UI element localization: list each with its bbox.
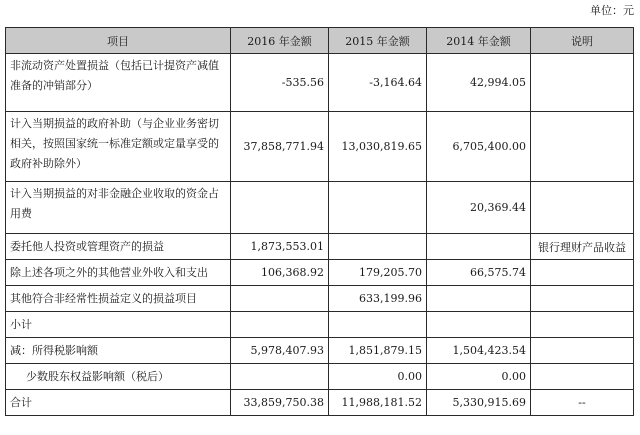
table-row — [6, 364, 634, 390]
row-note — [531, 286, 634, 312]
table-row — [6, 312, 634, 338]
table-row — [6, 234, 634, 260]
header-2016: 2016 年金额 — [231, 28, 329, 54]
row-note — [531, 364, 634, 390]
row-2014: 42,994.05 — [427, 54, 531, 112]
row-2016: 37,858,771.94 — [231, 112, 329, 182]
row-2015 — [329, 312, 427, 338]
header-2015: 2015 年金额 — [329, 28, 427, 54]
row-note — [531, 338, 634, 364]
row-2014: 66,575.74 — [427, 260, 531, 286]
row-2015: -3,164.64 — [329, 54, 427, 112]
row-2016: -535.56 — [231, 54, 329, 112]
non-recurring-gains-table — [5, 27, 634, 416]
row-item: 减：所得税影响额 — [6, 338, 231, 364]
header-2014: 2014 年金额 — [427, 28, 531, 54]
row-item: 除上述各项之外的其他营业外收入和支出 — [6, 260, 231, 286]
row-item: 计入当期损益的政府补助（与企业业务密切相关，按照国家统一标准定额或定量享受的政府补助除外） — [6, 112, 231, 182]
row-2016: 5,978,407.93 — [231, 338, 329, 364]
row-note — [531, 260, 634, 286]
row-2016: 106,368.92 — [231, 260, 329, 286]
table-row — [6, 338, 634, 364]
table-row — [6, 390, 634, 416]
row-2014: 1,504,423.54 — [427, 338, 531, 364]
table-row — [6, 112, 634, 182]
row-2015: 179,205.70 — [329, 260, 427, 286]
row-item: 合计 — [6, 390, 231, 416]
row-2014: 20,369.44 — [427, 182, 531, 234]
row-2014 — [427, 312, 531, 338]
table-row — [6, 286, 634, 312]
row-note — [531, 312, 634, 338]
row-note — [531, 182, 634, 234]
row-item: 委托他人投资或管理资产的损益 — [6, 234, 231, 260]
table-header-row — [6, 28, 634, 54]
row-note — [531, 112, 634, 182]
row-2015: 633,199.96 — [329, 286, 427, 312]
row-note: -- — [531, 390, 634, 416]
row-2016 — [231, 182, 329, 234]
row-2015 — [329, 234, 427, 260]
table-row — [6, 260, 634, 286]
row-2015: 13,030,819.65 — [329, 112, 427, 182]
row-item: 其他符合非经常性损益定义的损益项目 — [6, 286, 231, 312]
row-2014: 0.00 — [427, 364, 531, 390]
header-item: 项目 — [6, 28, 231, 54]
row-2015: 11,988,181.52 — [329, 390, 427, 416]
row-2015: 0.00 — [329, 364, 427, 390]
row-2016 — [231, 286, 329, 312]
row-2014: 6,705,400.00 — [427, 112, 531, 182]
table-row — [6, 182, 634, 234]
row-item: 少数股东权益影响额（税后） — [6, 364, 231, 390]
row-2016: 33,859,750.38 — [231, 390, 329, 416]
unit-label: 单位：元 — [590, 4, 634, 17]
row-2015: 1,851,879.15 — [329, 338, 427, 364]
row-item: 非流动资产处置损益（包括已计提资产减值准备的冲销部分） — [6, 54, 231, 112]
row-2014: 5,330,915.69 — [427, 390, 531, 416]
row-note: 银行理财产品收益 — [531, 234, 634, 260]
row-item: 小计 — [6, 312, 231, 338]
row-item: 计入当期损益的对非金融企业收取的资金占用费 — [6, 182, 231, 234]
row-2016: 1,873,553.01 — [231, 234, 329, 260]
row-2015 — [329, 182, 427, 234]
table-row — [6, 54, 634, 112]
row-note — [531, 54, 634, 112]
row-2016 — [231, 364, 329, 390]
row-2016 — [231, 312, 329, 338]
header-note: 说明 — [531, 28, 634, 54]
row-2014 — [427, 234, 531, 260]
row-2014 — [427, 286, 531, 312]
